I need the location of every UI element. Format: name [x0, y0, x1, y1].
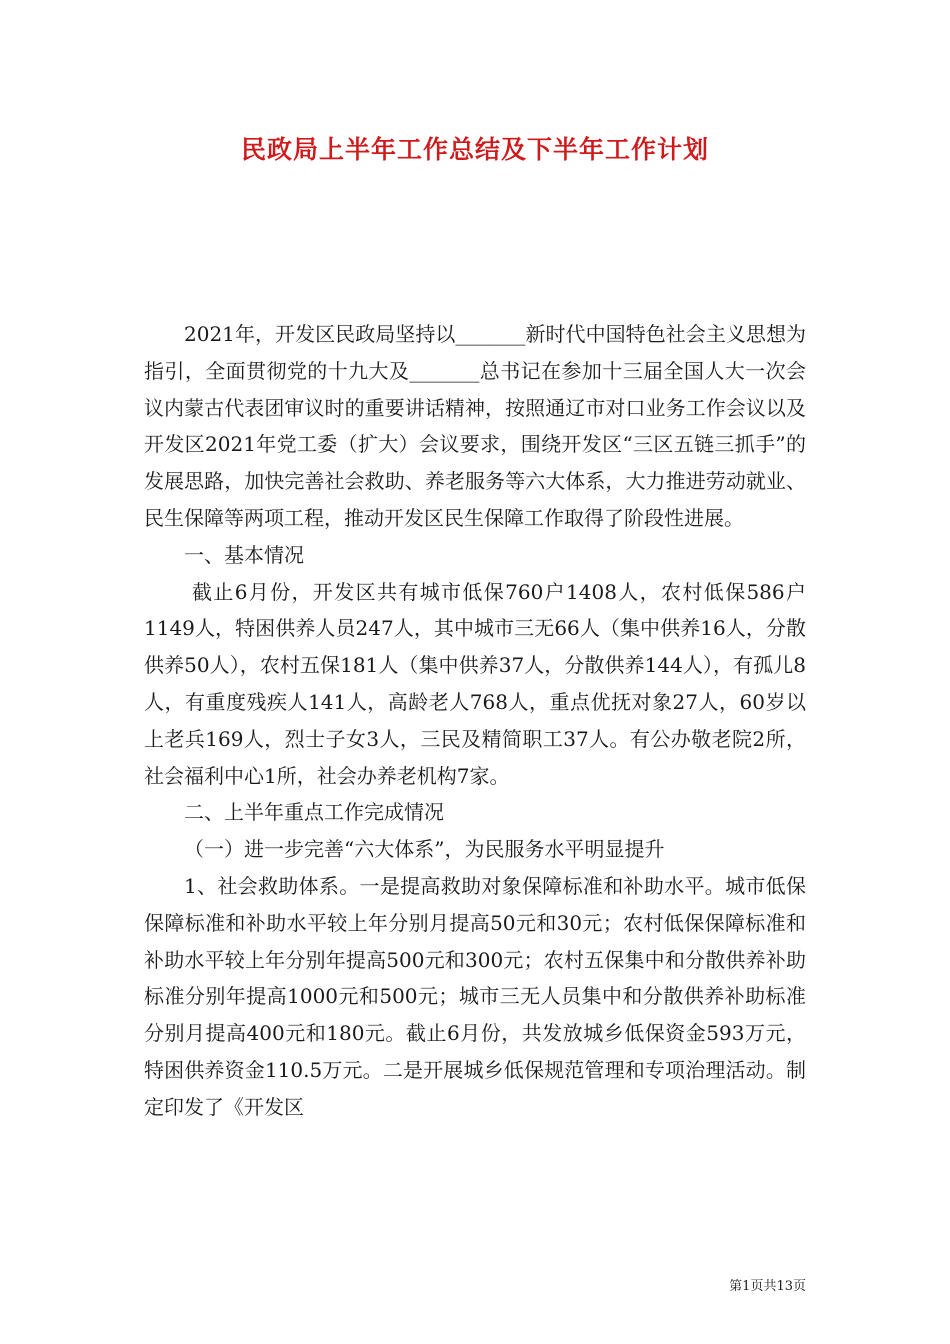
section-heading-basic-situation: 一、基本情况 [184, 542, 304, 567]
document-title: 民政局上半年工作总结及下半年工作计划 [240, 135, 709, 164]
basic-situation-paragraph: 截止6月份，开发区共有城市低保760户1408人，农村低保586户1149人，特困供养人员247人，其中城市三无66人（集中供养16人，分散供养50人），农村五保181人（集中供养37人，分散供养144人），有孤儿8人，有重度残疾人141人，高龄老人768人，重点优抚对象27人，60岁以上老兵169人，烈士子女3人，三民及精简职工37人。有公办敬老院2所，社会福利中心1所，社会办养老机构7家。 [144, 579, 806, 788]
social-assistance-paragraph: 1、社会救助体系。一是提高救助对象保障标准和补助水平。城市低保保障标准和补助水平较上年分别月提高50元和30元；农村低保保障标准和补助水平较上年分别年提高500元和300元；农村五保集中和分散供养补助标准分别年提高1000元和500元；城市三无人员集中和分散供养补助标准分别月提高400元和180元。截止6月份，共发放城乡低保资金593万元，特困供养资金110.5万元。二是开展城乡低保规范管理和专项治理活动。制定印发了《开发区 [144, 873, 806, 1119]
page-number: 第1页共13页 [729, 1279, 806, 1294]
intro-paragraph: 2021年，开发区民政局坚持以_______新时代中国特色社会主义思想为指引，全面贯彻党的十九大及_______总书记在参加十三届全国人大一次会议内蒙古代表团审议时的重要讲话精神，按照通辽市对口业务工作会议以及开发区2021年党工委（扩大）会议要求，围绕开发区“三区五链三抓手”的发展思路，加快完善社会救助、养老服务等六大体系，大力推进劳动就业、民生保障等两项工程，推动开发区民生保障工作取得了阶段性进展。 [144, 322, 806, 530]
subsection-heading-six-systems: （一）进一步完善“六大体系”，为民服务水平明显提升 [184, 837, 665, 862]
section-heading-key-work: 二、上半年重点工作完成情况 [184, 800, 444, 825]
document-body [144, 316, 806, 1126]
